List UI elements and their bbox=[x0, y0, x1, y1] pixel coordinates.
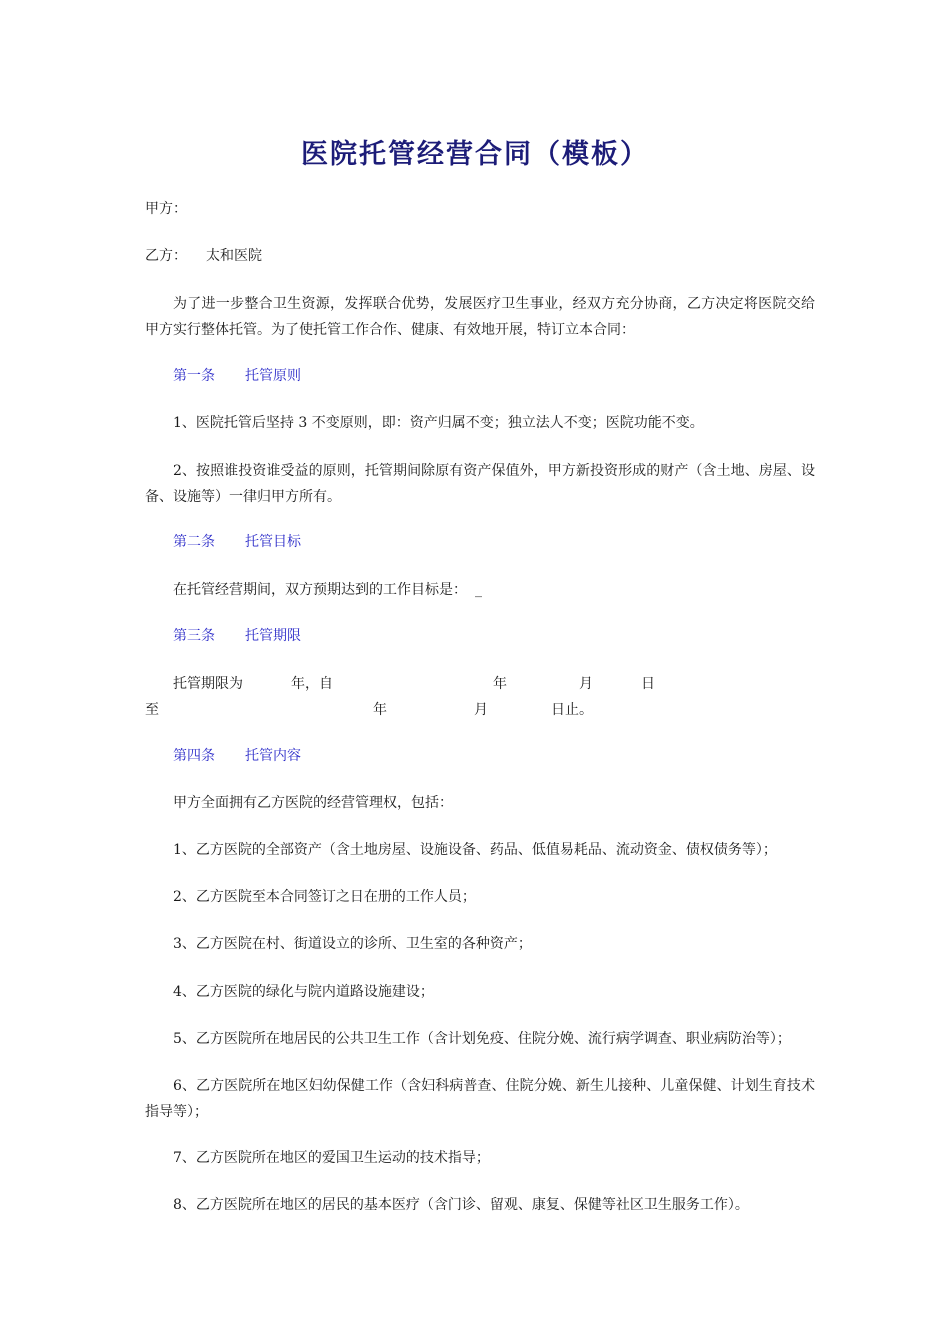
article-4-item-6: 6、乙方医院所在地区妇幼保健工作（含妇科病普查、住院分娩、新生儿接种、儿童保健、计划生育技术指导等）； bbox=[145, 1078, 815, 1120]
article-4-item-1: 1、乙方医院的全部资产（含土地房屋、设施设备、药品、低值易耗品、流动资金、债权债务等）； bbox=[173, 842, 777, 858]
article-4-item-8: 8、乙方医院所在地区的居民的基本医疗（含门诊、留观、康复、保健等社区卫生服务工作）。 bbox=[173, 1197, 749, 1213]
target-blank: _ bbox=[475, 582, 482, 598]
article-3-title: 托管期限 bbox=[245, 628, 301, 644]
term-start-day: 日 bbox=[641, 676, 655, 692]
article-4-item-7: 7、乙方医院所在地区的爱国卫生运动的技术指导； bbox=[173, 1150, 490, 1166]
article-2-target-text: 在托管经营期间，双方预期达到的工作目标是： bbox=[173, 582, 467, 598]
term-year-unit: 年，自 bbox=[291, 676, 333, 692]
term-end-day: 日止。 bbox=[551, 702, 593, 718]
article-1-number: 第一条 bbox=[173, 368, 215, 384]
article-2-number: 第二条 bbox=[173, 534, 215, 550]
document-title: 医院托管经营合同（模板） bbox=[301, 139, 649, 170]
article-4-item-2: 2、乙方医院至本合同签订之日在册的工作人员； bbox=[173, 889, 476, 905]
article-4-item-4: 4、乙方医院的绿化与院内道路设施建设； bbox=[173, 984, 434, 1000]
article-2-text bbox=[173, 580, 482, 600]
term-start-year: 年 bbox=[493, 676, 507, 692]
term-end-year: 年 bbox=[373, 702, 387, 718]
article-1-heading bbox=[173, 366, 301, 386]
article-1-item-2: 2、按照谁投资谁受益的原则，托管期间除原有资产保值外，甲方新投资形成的财产（含土地、房屋、设备、设施等）一律归甲方所有。 bbox=[145, 463, 815, 505]
article-4-item-5: 5、乙方医院所在地居民的公共卫生工作（含计划免疫、住院分娩、流行病学调查、职业病防治等）； bbox=[173, 1031, 791, 1047]
article-4-number: 第四条 bbox=[173, 748, 215, 764]
article-4-title: 托管内容 bbox=[245, 748, 301, 764]
article-4-heading bbox=[173, 746, 301, 766]
article-3-heading bbox=[173, 626, 301, 646]
article-3-number: 第三条 bbox=[173, 628, 215, 644]
article-1-item-1: 1、医院托管后坚持 3 不变原则，即：资产归属不变；独立法人不变；医院功能不变。 bbox=[173, 415, 704, 431]
party-a-label: 甲方： bbox=[145, 201, 187, 217]
article-4-intro: 甲方全面拥有乙方医院的经营管理权，包括： bbox=[173, 795, 453, 811]
article-1-title: 托管原则 bbox=[245, 368, 301, 384]
party-b-value: 太和医院 bbox=[206, 248, 262, 264]
term-start-month: 月 bbox=[579, 676, 593, 692]
intro-paragraph: 为了进一步整合卫生资源，发挥联合优势，发展医疗卫生事业，经双方充分协商，乙方决定将医院交给甲方实行整体托管。为了使托管工作合作、健康、有效地开展，特订立本合同： bbox=[145, 296, 815, 338]
article-4-item-3: 3、乙方医院在村、街道设立的诊所、卫生室的各种资产； bbox=[173, 936, 532, 952]
article-2-title: 托管目标 bbox=[245, 534, 301, 550]
party-b-label: 乙方： bbox=[145, 248, 187, 264]
term-end-month: 月 bbox=[474, 702, 488, 718]
article-2-heading bbox=[173, 532, 301, 552]
term-label: 托管期限为 bbox=[173, 676, 243, 692]
term-to: 至 bbox=[145, 702, 159, 718]
